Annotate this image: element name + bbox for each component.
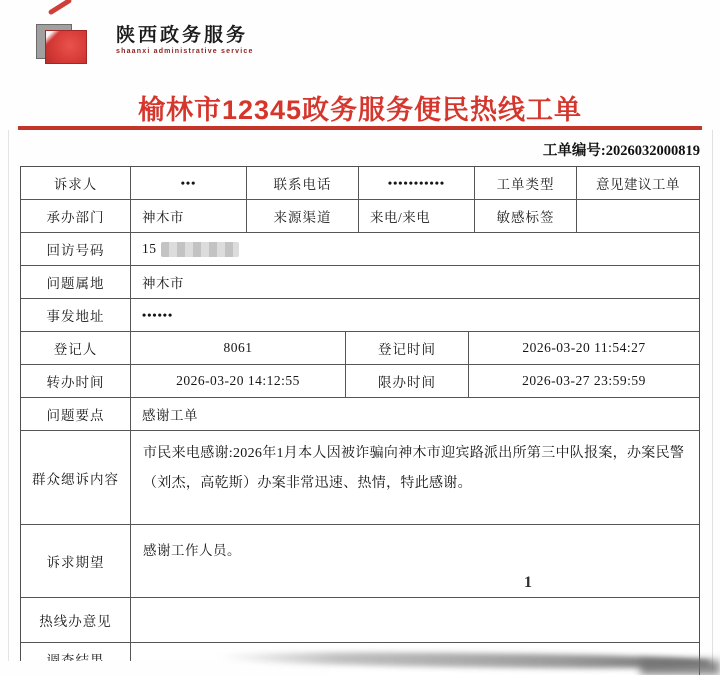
table-row-transfer-time	[21, 365, 699, 398]
label-handling-department: 承办部门	[21, 200, 131, 233]
value-handling-department: 神木市	[131, 200, 247, 233]
label-key-points: 问题要点	[21, 398, 131, 431]
scan-left-edge	[8, 130, 9, 670]
value-complaint-content: 市民来电感谢:2026年1月本人因被诈骗向神木市迎宾路派出所第三中队报案，办案民警（刘杰，高乾斯）办案非常迅速、热情，特此感谢。	[131, 431, 699, 525]
value-registration-time: 2026-03-20 11:54:27	[469, 332, 699, 365]
label-registrar: 登记人	[21, 332, 131, 365]
label-contact-phone: 联系电话	[247, 167, 359, 200]
value-transfer-time: 2026-03-20 14:12:55	[131, 365, 346, 398]
value-deadline-time: 2026-03-27 23:59:59	[469, 365, 699, 398]
title-divider	[18, 126, 702, 130]
value-callback-number	[131, 233, 699, 266]
logo-title: 陕西政务服务	[116, 25, 249, 46]
table-row-key-points	[21, 398, 699, 431]
value-incident-address-masked: ••••••	[131, 299, 699, 332]
callback-number-prefix: 15	[142, 241, 157, 256]
label-order-type: 工单类型	[475, 167, 577, 200]
scan-right-edge	[712, 130, 713, 670]
label-source-channel: 来源渠道	[247, 200, 359, 233]
label-appellant: 诉求人	[21, 167, 131, 200]
table-row-callback-number	[21, 233, 699, 266]
table-row-complaint-content	[21, 431, 699, 525]
shaanxi-gov-logo	[36, 22, 106, 66]
table-row-registrar	[21, 332, 699, 365]
label-transfer-time: 转办时间	[21, 365, 131, 398]
red-pen-mark	[48, 0, 73, 16]
label-appeal-expectation: 诉求期望	[21, 525, 131, 598]
table-row-incident-address	[21, 299, 699, 332]
label-deadline-time: 限办时间	[346, 365, 469, 398]
table-row-problem-area	[21, 266, 699, 299]
value-order-type: 意见建议工单	[577, 167, 699, 200]
value-appellant-masked: •••	[131, 167, 247, 200]
value-key-points: 感谢工单	[131, 398, 699, 431]
logo-text	[116, 26, 254, 55]
label-hotline-opinion: 热线办意见	[21, 598, 131, 643]
work-order-table	[20, 166, 700, 675]
value-sensitive-tag	[577, 200, 699, 233]
label-complaint-content: 群众缌诉内容	[21, 431, 131, 525]
value-source-channel: 来电/来电	[359, 200, 475, 233]
order-number: 工单编号:2026032000819	[542, 143, 700, 159]
table-row-department	[21, 200, 699, 233]
label-sensitive-tag: 敏感标签	[475, 200, 577, 233]
table-row-hotline-opinion	[21, 598, 699, 643]
scan-shadow-corner	[640, 660, 720, 675]
label-problem-area: 问题属地	[21, 266, 131, 299]
logo-red-square	[45, 30, 87, 64]
value-problem-area: 神木市	[131, 266, 699, 299]
value-hotline-opinion	[131, 598, 699, 643]
document-title: 榆林市12345政务服务便民热线工单	[137, 95, 583, 125]
label-incident-address: 事发地址	[21, 299, 131, 332]
value-registrar: 8061	[131, 332, 346, 365]
value-contact-phone-masked: •••••••••••	[359, 167, 475, 200]
label-callback-number: 回访号码	[21, 233, 131, 266]
logo-subtitle: shaanxi administrative service	[116, 48, 254, 55]
label-registration-time: 登记时间	[346, 332, 469, 365]
redacted-number-blur	[161, 242, 239, 257]
table-row-appeal-expectation	[21, 525, 699, 598]
page-number-mark: 1	[524, 574, 532, 591]
table-row-appellant	[21, 167, 699, 200]
value-appeal-expectation: 感谢工作人员。	[131, 525, 699, 598]
scan-bottom-cutoff	[0, 661, 330, 675]
